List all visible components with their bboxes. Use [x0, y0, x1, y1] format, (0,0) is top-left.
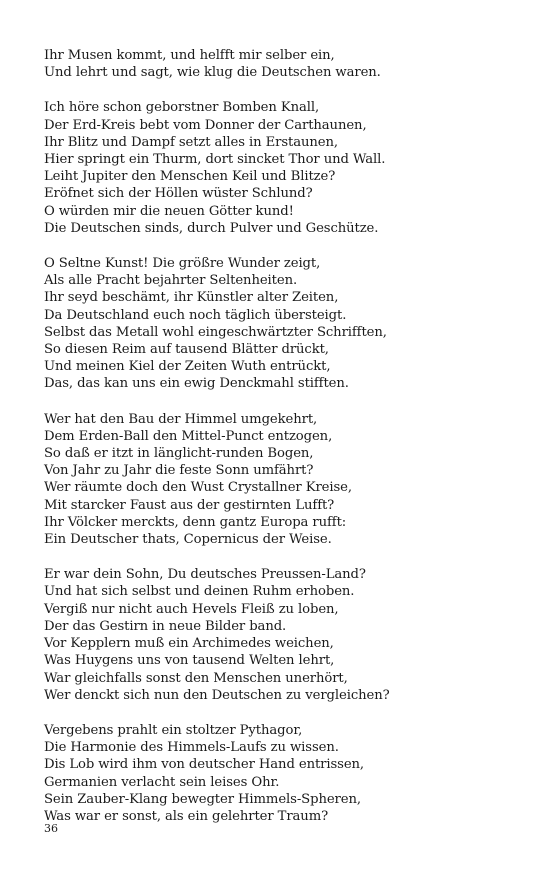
poem-line: Und hat sich selbst und deinen Ruhm erhoben.	[44, 584, 355, 600]
poem-line: Er war dein Sohn, Du deutsches Preussen-Land?	[44, 567, 366, 583]
stanza-6	[44, 722, 524, 825]
poem-line: Germanien verlacht sein leises Ohr.	[44, 774, 280, 790]
poem-line: Dis Lob wird ihm von deutscher Hand entrissen,	[44, 757, 365, 773]
page-number: 36	[44, 822, 58, 835]
poem-line: Der Erd-Kreis bebt vom Donner der Carthaunen,	[44, 117, 367, 133]
poem-body	[44, 47, 524, 843]
poem-line: Eröfnet sich der Höllen wüster Schlund?	[44, 186, 313, 202]
poem-line: Die Harmonie des Himmels-Laufs zu wissen.	[44, 740, 339, 756]
poem-line: Was war er sonst, als ein gelehrter Traum?	[44, 808, 329, 824]
poem-line: Leiht Jupiter den Menschen Keil und Blitze?	[44, 169, 336, 185]
poem-line: Wer denckt sich nun den Deutschen zu vergleichen?	[44, 687, 390, 703]
poem-line: Ihr seyd beschämt, ihr Künstler alter Zeiten,	[44, 290, 339, 306]
poem-line: Ich höre schon geborstner Bomben Knall,	[44, 100, 320, 116]
poem-line: Sein Zauber-Klang bewegter Himmels-Spheren,	[44, 791, 361, 807]
poem-line: Wer hat den Bau der Himmel umgekehrt,	[44, 411, 318, 427]
poem-line: Mit starcker Faust aus der gestirnten Lufft?	[44, 497, 335, 513]
poem-line: Von Jahr zu Jahr die feste Sonn umfährt?	[44, 463, 314, 479]
stanza-1	[44, 47, 524, 81]
poem-line: Die Deutschen sinds, durch Pulver und Geschütze.	[44, 220, 379, 236]
poem-line: Als alle Pracht bejahrter Seltenheiten.	[44, 273, 298, 289]
poem-line: Was Huygens uns von tausend Welten lehrt,	[44, 653, 335, 669]
poem-line: O Seltne Kunst! Die größre Wunder zeigt,	[44, 256, 321, 272]
poem-line: Und meinen Kiel der Zeiten Wuth entrückt,	[44, 359, 331, 375]
poem-line: So diesen Reim auf tausend Blätter drückt,	[44, 342, 329, 358]
poem-line: O würden mir die neuen Götter kund!	[44, 203, 294, 219]
poem-line: Ihr Völcker merckts, denn gantz Europa rufft:	[44, 514, 347, 530]
poem-line: Da Deutschland euch noch täglich übersteigt.	[44, 307, 347, 323]
poem-line: Der das Gestirn in neue Bilder band.	[44, 618, 287, 634]
stanza-2	[44, 99, 524, 237]
poem-line: So daß er itzt in länglicht-runden Bogen,	[44, 446, 314, 462]
poem-line: Wer räumte doch den Wust Crystallner Kreise,	[44, 480, 352, 496]
poem-line: Ihr Blitz und Dampf setzt alles in Erstaunen,	[44, 134, 338, 150]
poem-line: Selbst das Metall wohl eingeschwärtzter Schrifften,	[44, 324, 387, 340]
poem-line: Hier springt ein Thurm, dort sincket Thor und Wall.	[44, 152, 386, 168]
poem-line: Vergebens prahlt ein stoltzer Pythagor,	[44, 722, 303, 738]
poem-line: Ein Deutscher thats, Copernicus der Weise.	[44, 532, 332, 548]
poem-line: Und lehrt und sagt, wie klug die Deutschen waren.	[44, 65, 381, 81]
poem-line: Dem Erden-Ball den Mittel-Punct entzogen,	[44, 428, 333, 444]
poem-line: War gleichfalls sonst den Menschen unerhört,	[44, 670, 348, 686]
poem-line: Ihr Musen kommt, und helfft mir selber ein,	[44, 48, 335, 63]
poem-line: Vor Kepplern muß ein Archimedes weichen,	[44, 636, 334, 652]
stanza-5	[44, 566, 524, 704]
stanza-3	[44, 255, 524, 393]
poem-line: Das, das kan uns ein ewig Denckmahl stifften.	[44, 376, 349, 392]
poem-line: Vergiß nur nicht auch Hevels Fleiß zu loben,	[44, 601, 339, 617]
stanza-4	[44, 411, 524, 549]
